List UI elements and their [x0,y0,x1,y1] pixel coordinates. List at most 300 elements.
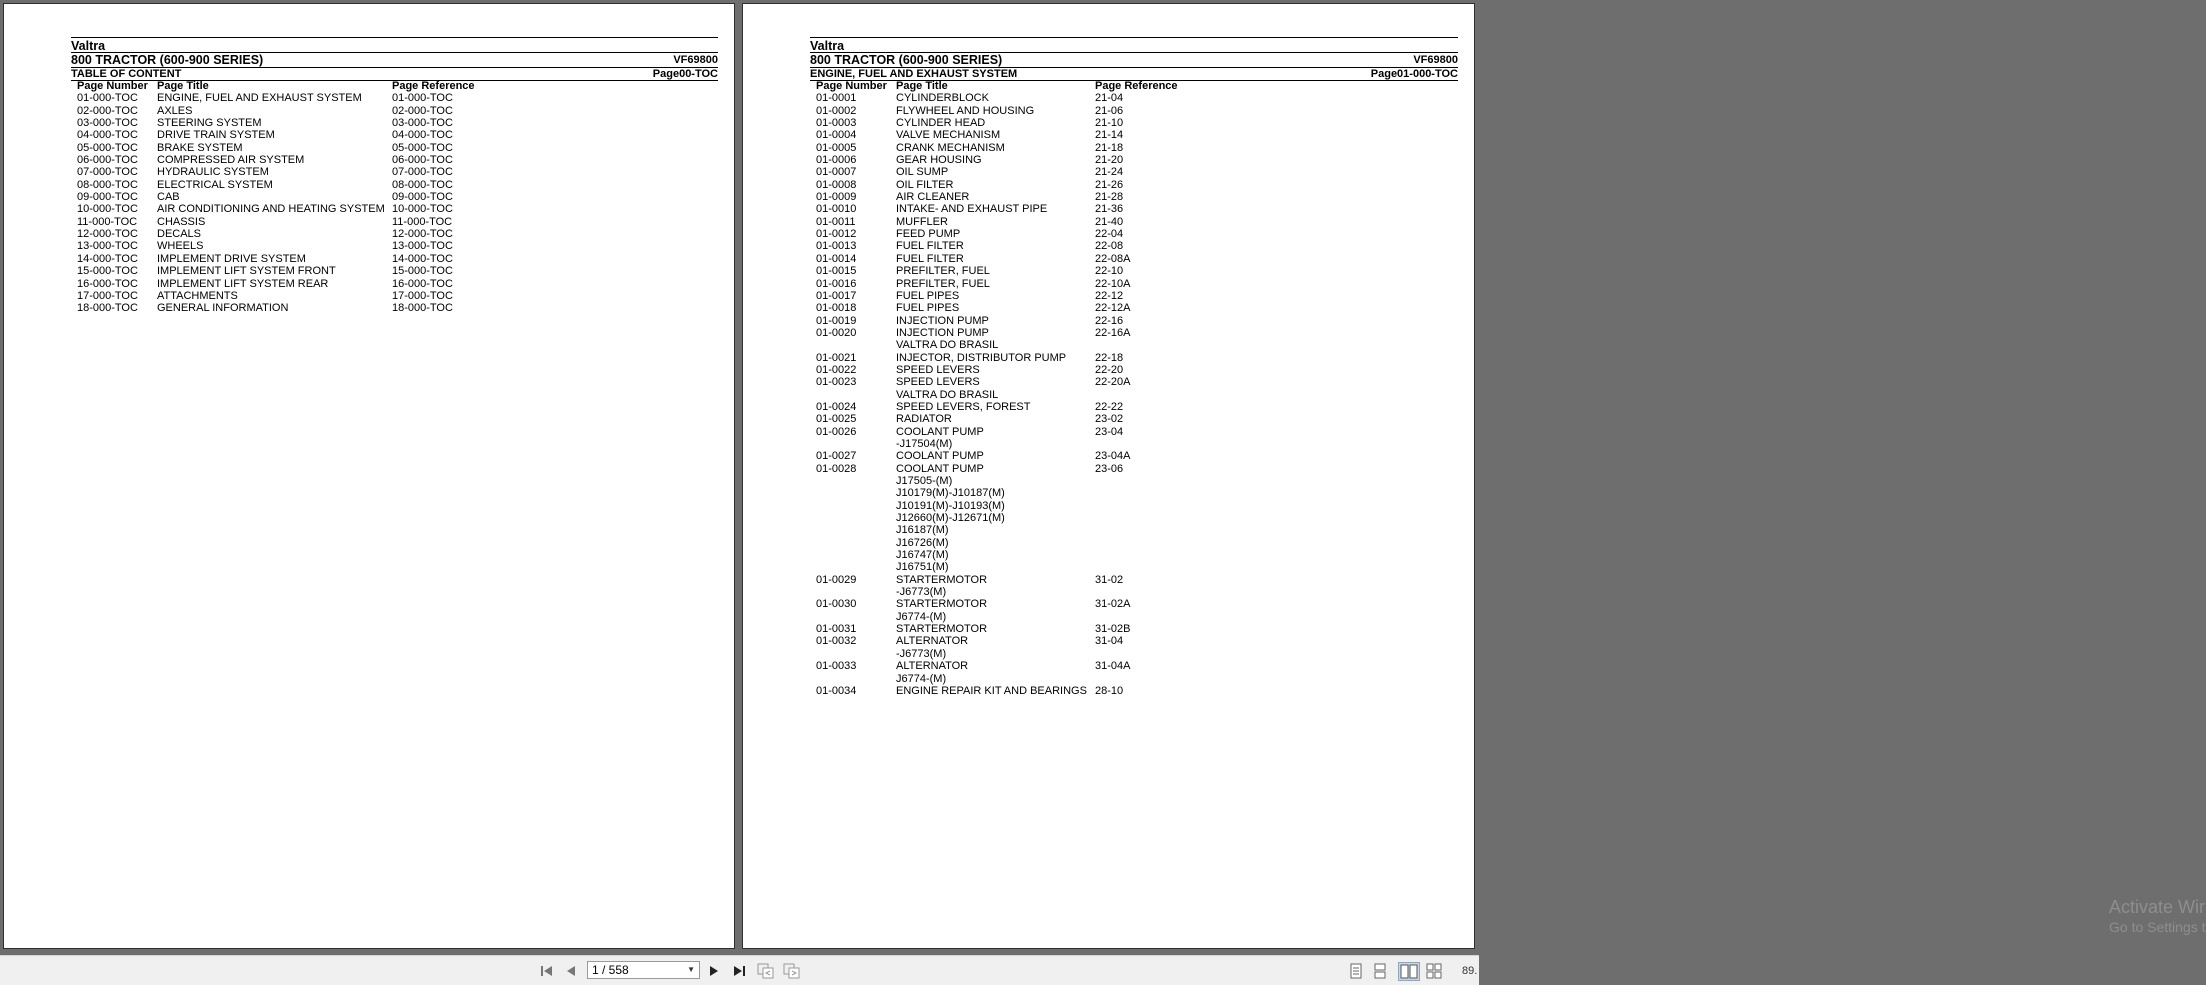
toc-page-reference: 02-000-TOC [392,104,453,117]
toc-page-number: 06-000-TOC [77,154,138,167]
toc-page-reference [1095,389,1195,401]
toc-page-title: ALTERNATOR [896,660,969,673]
page-reference: Page01-000-TOC [1370,68,1458,80]
toc-page-reference [1095,339,1195,351]
toc-row [77,265,492,277]
toc-row [77,191,492,203]
toc-page-number: 08-000-TOC [77,178,138,191]
toc-row [816,487,1195,499]
toc-page-number: 01-0016 [816,277,857,290]
toc-page-reference [1095,500,1195,512]
toc-row [816,92,1195,104]
toc-page-reference: 10-000-TOC [392,203,453,216]
toc-row [816,278,1195,290]
toc-page-title: HYDRAULIC SYSTEM [157,166,269,179]
toc-table [77,80,492,315]
toc-row [816,240,1195,252]
toc-table [816,80,1195,697]
toc-page-reference: 16-000-TOC [392,277,453,290]
toc-page-reference: 22-16 [1095,314,1124,327]
toc-page-number: 01-0015 [816,265,857,278]
toc-row [77,203,492,215]
toc-row [816,598,1195,610]
toc-page-reference: 14-000-TOC [392,252,453,265]
toc-page-reference: 22-12 [1095,289,1124,302]
toc-page-reference: 12-000-TOC [392,228,453,241]
viewer-toolbar [0,955,1479,985]
toc-page-title: STEERING SYSTEM [157,117,262,130]
toc-page-number: 01-0019 [816,314,857,327]
windows-activation-watermark [2109,896,2206,936]
toc-page-number: 01-0010 [816,203,857,216]
toc-page-number: 01-0003 [816,117,857,130]
toc-page-reference [1095,611,1195,623]
column-header-page-title: Page Title [157,80,209,92]
toc-page-title: WHEELS [157,240,204,253]
column-header-page-reference: Page Reference [392,80,475,92]
document-page-left [3,3,735,949]
toc-page-title: FUEL FILTER [896,240,964,253]
next-page-icon[interactable] [708,964,720,978]
toc-page-reference: 22-20 [1095,363,1124,376]
toc-page-number: 01-0006 [816,154,857,167]
toc-page-title: RADIATOR [896,413,952,426]
toc-page-title: AIR CONDITIONING AND HEATING SYSTEM [157,203,385,216]
toc-page-reference: 07-000-TOC [392,166,453,179]
toc-row [816,203,1195,215]
page-number-input[interactable] [587,961,700,979]
toc-page-reference: 01-000-TOC [392,92,453,105]
continuous-view-icon[interactable] [1373,963,1387,979]
toc-page-title: CYLINDERBLOCK [896,92,989,105]
toc-page-title: SPEED LEVERS [896,363,980,376]
toc-page-title: INJECTOR, DISTRIBUTOR PUMP [896,351,1067,364]
toc-page-number [816,475,896,487]
toc-row [816,253,1195,265]
single-page-view-icon[interactable] [1349,963,1363,979]
toc-page-title: VALTRA DO BRASIL [896,339,999,352]
toc-page-reference: 13-000-TOC [392,240,453,253]
toc-page-title: VALTRA DO BRASIL [896,388,999,401]
toc-page-number: 10-000-TOC [77,203,138,216]
toc-page-title: DRIVE TRAIN SYSTEM [157,129,275,142]
toc-page-number: 01-0024 [816,400,857,413]
toc-page-reference [1095,586,1195,598]
toc-page-number [816,549,896,561]
toc-page-number: 01-0014 [816,252,857,265]
toc-page-number: 01-0009 [816,191,857,204]
toc-row [816,561,1195,573]
toc-row [816,154,1195,166]
toc-page-number: 01-0002 [816,104,857,117]
brand-name: Valtra [810,39,845,53]
toc-page-title: STARTERMOTOR [896,573,988,586]
toc-page-title: FLYWHEEL AND HOUSING [896,104,1035,117]
toc-page-title: ELECTRICAL SYSTEM [157,178,273,191]
toc-page-number: 14-000-TOC [77,252,138,265]
toc-page-title: INTAKE- AND EXHAUST PIPE [896,203,1048,216]
toc-page-number: 02-000-TOC [77,104,138,117]
toc-page-number [816,512,896,524]
toc-page-title: STARTERMOTOR [896,623,988,636]
toc-row [816,216,1195,228]
toc-page-reference [1095,475,1195,487]
toc-row [816,166,1195,178]
toc-row [816,129,1195,141]
toc-page-reference: 09-000-TOC [392,191,453,204]
toc-row [77,253,492,265]
document-title: 800 TRACTOR (600-900 SERIES) [71,53,264,67]
toc-row [816,685,1195,697]
toc-page-title: AXLES [157,104,193,117]
toc-header-row [77,80,492,92]
toc-page-number: 04-000-TOC [77,129,138,142]
toc-page-reference: 04-000-TOC [392,129,453,142]
toc-page-number: 01-0021 [816,351,857,364]
toc-page-title: GENERAL INFORMATION [157,302,289,315]
watermark-title: Activate Wir [2109,897,2206,917]
toc-page-number: 17-000-TOC [77,289,138,302]
toc-row [816,611,1195,623]
toc-row [816,315,1195,327]
toc-page-title: IMPLEMENT LIFT SYSTEM REAR [157,277,329,290]
toc-row [816,339,1195,351]
toc-page-number: 01-0026 [816,425,857,438]
toc-page-number [816,648,896,660]
toc-page-reference: 31-04 [1095,635,1124,648]
toc-page-title: J16747(M) [896,549,949,562]
toc-page-number [816,500,896,512]
toc-row [816,450,1195,462]
toc-page-title: COOLANT PUMP [896,425,984,438]
toc-page-title: SPEED LEVERS [896,376,980,389]
toc-row [77,290,492,302]
toc-page-reference: 21-04 [1095,92,1124,105]
toc-page-number [816,561,896,573]
toc-page-reference: 03-000-TOC [392,117,453,130]
toc-row [816,635,1195,647]
toc-page-reference: 22-12A [1095,302,1131,315]
toc-page-reference: 22-10 [1095,265,1124,278]
toc-row [77,166,492,178]
toc-page-number: 01-0030 [816,598,857,611]
toc-page-title: -J6773(M) [896,647,947,660]
toc-page-number: 18-000-TOC [77,302,138,315]
toc-page-number [816,611,896,623]
toc-page-reference: 21-14 [1095,129,1124,142]
toc-row [816,228,1195,240]
toc-page-number: 01-0018 [816,302,857,315]
toc-page-number [816,524,896,536]
toc-page-reference: 08-000-TOC [392,178,453,191]
column-header-page-number: Page Number [816,80,887,92]
toc-page-reference: 28-10 [1095,684,1124,697]
toc-page-number: 01-000-TOC [77,92,138,105]
toc-page-title: J6774-(M) [896,610,947,623]
toc-page-reference: 15-000-TOC [392,265,453,278]
toc-row [816,574,1195,586]
toc-page-reference [1095,438,1195,450]
toc-page-number: 12-000-TOC [77,228,138,241]
section-title: TABLE OF CONTENT [71,68,182,80]
toc-row [77,228,492,240]
toc-row [77,129,492,141]
toc-row [816,105,1195,117]
toc-page-number: 01-0022 [816,363,857,376]
toc-row [77,240,492,252]
toc-page-number: 01-0034 [816,684,857,697]
toc-row [77,142,492,154]
toc-page-reference [1095,537,1195,549]
toc-page-reference: 23-02 [1095,413,1124,426]
toc-page-title: J12660(M)-J12671(M) [896,512,1005,525]
document-code: VF69800 [1413,54,1458,66]
toc-row [816,413,1195,425]
column-header-page-title: Page Title [896,80,948,92]
column-header-page-number: Page Number [77,80,148,92]
toc-page-title: J16187(M) [896,524,949,537]
toc-page-reference: 21-20 [1095,154,1124,167]
toc-row [77,216,492,228]
toc-row [816,426,1195,438]
toc-row [816,265,1195,277]
toc-page-reference: 22-04 [1095,228,1124,241]
toc-page-title: J17505-(M) [896,475,953,487]
toc-row [816,475,1195,487]
toc-page-title: INJECTION PUMP [896,326,989,339]
toc-page-number: 15-000-TOC [77,265,138,278]
toc-page-reference: 21-26 [1095,178,1124,191]
toc-page-number: 01-0028 [816,462,857,475]
section-title: ENGINE, FUEL AND EXHAUST SYSTEM [810,68,1018,80]
toc-page-number [816,586,896,598]
toc-page-title: IMPLEMENT LIFT SYSTEM FRONT [157,265,336,278]
first-page-icon[interactable] [540,964,554,978]
toc-page-number [816,339,896,351]
toc-page-title: BRAKE SYSTEM [157,141,243,154]
toc-page-number: 16-000-TOC [77,277,138,290]
toc-page-number: 01-0032 [816,635,857,648]
toc-row [816,364,1195,376]
toc-page-reference: 23-06 [1095,462,1124,475]
toc-row [816,549,1195,561]
go-forward-view-icon[interactable] [783,963,801,979]
toc-page-number: 01-0007 [816,166,857,179]
toc-page-title: DECALS [157,228,202,241]
toc-row [816,191,1195,203]
toc-page-title: CYLINDER HEAD [896,117,986,130]
column-header-page-reference: Page Reference [1095,80,1178,92]
toc-page-reference: 21-18 [1095,141,1124,154]
toc-page-title: ENGINE REPAIR KIT AND BEARINGS [896,684,1087,697]
toc-page-number: 01-0033 [816,660,857,673]
toc-row [816,438,1195,450]
toc-page-title: IMPLEMENT DRIVE SYSTEM [157,252,306,265]
toc-row [77,105,492,117]
brand-name: Valtra [71,39,106,53]
toc-page-title: OIL FILTER [896,178,954,191]
toc-page-number: 03-000-TOC [77,117,138,130]
toc-page-title: AIR CLEANER [896,191,970,204]
document-title: 800 TRACTOR (600-900 SERIES) [810,53,1003,67]
toc-page-reference: 21-40 [1095,215,1124,228]
toc-page-number: 01-0020 [816,326,857,339]
toc-row [816,512,1195,524]
toc-page-number [816,438,896,450]
toc-page-number: 01-0025 [816,413,857,426]
toc-page-number [816,389,896,401]
toc-page-number: 01-0023 [816,376,857,389]
toc-page-reference: 11-000-TOC [392,215,453,228]
toc-page-title: J6774-(M) [896,672,947,685]
toc-row [77,117,492,129]
last-page-icon[interactable] [732,964,746,978]
toc-page-title: CAB [157,191,180,204]
toc-page-title: PREFILTER, FUEL [896,277,990,290]
toc-row [816,500,1195,512]
toc-row [816,142,1195,154]
toc-page-title: ALTERNATOR [896,635,969,648]
page-header [71,37,718,81]
page-reference: Page00-TOC [652,68,718,80]
toc-page-reference: 22-20A [1095,376,1131,389]
toc-page-reference: 22-16A [1095,326,1131,339]
toc-page-title: J10179(M)-J10187(M) [896,487,1005,500]
toc-page-number: 01-0011 [816,215,856,228]
toc-page-reference: 06-000-TOC [392,154,453,167]
toc-page-reference: 21-06 [1095,104,1124,117]
toc-page-number: 01-0004 [816,129,857,142]
previous-page-icon[interactable] [565,964,577,978]
toc-page-title: FUEL FILTER [896,252,964,265]
toc-page-title: GEAR HOUSING [896,154,982,167]
toc-row [77,302,492,314]
toc-page-number: 11-000-TOC [77,215,138,228]
toc-page-title: J16726(M) [896,536,949,549]
toc-page-reference [1095,524,1195,536]
toc-page-reference [1095,487,1195,499]
toc-row [816,290,1195,302]
toc-page-number: 09-000-TOC [77,191,138,204]
toc-page-reference: 23-04A [1095,450,1131,463]
toc-header-row [816,80,1195,92]
toc-page-number: 01-0001 [816,92,857,105]
toc-row [816,389,1195,401]
toc-page-reference: 31-02A [1095,598,1131,611]
toc-page-title: -J17504(M) [896,437,953,450]
toc-page-number: 01-0005 [816,141,857,154]
toc-page-reference [1095,549,1195,561]
toc-row [77,154,492,166]
toc-page-reference: 21-36 [1095,203,1124,216]
toc-page-reference: 22-08A [1095,252,1131,265]
toc-page-number: 01-0031 [816,623,857,636]
toc-row [816,586,1195,598]
toc-page-reference: 21-10 [1095,117,1124,130]
toc-page-number: 01-0017 [816,289,857,302]
toc-page-title: INJECTION PUMP [896,314,989,327]
toc-page-title: ATTACHMENTS [157,289,238,302]
toc-page-reference: 05-000-TOC [392,141,453,154]
toc-page-title: OIL SUMP [896,166,949,179]
toc-page-title: ENGINE, FUEL AND EXHAUST SYSTEM [157,92,362,105]
document-code: VF69800 [673,54,718,66]
two-page-continuous-view-icon[interactable] [1426,963,1442,979]
toc-page-number: 07-000-TOC [77,166,138,179]
toc-page-title: FUEL PIPES [896,289,960,302]
toc-row [77,179,492,191]
toc-row [816,537,1195,549]
toc-page-reference [1095,512,1195,524]
toc-page-reference: 31-02 [1095,573,1124,586]
toc-page-number [816,487,896,499]
toc-page-reference [1095,673,1195,685]
document-page-right [742,3,2206,949]
page-header [810,37,1458,81]
toc-row [816,648,1195,660]
toc-page-reference: 31-04A [1095,660,1131,673]
zoom-level[interactable]: 89. [1462,965,1478,977]
toc-page-reference: 22-10A [1095,277,1131,290]
toc-row [816,376,1195,388]
toc-row [816,401,1195,413]
toc-page-title: SPEED LEVERS, FOREST [896,400,1031,413]
toc-row [77,278,492,290]
toc-row [77,92,492,104]
toc-row [816,179,1195,191]
toc-row [816,660,1195,672]
toc-page-reference: 22-18 [1095,351,1124,364]
toc-page-title: CRANK MECHANISM [896,141,1005,154]
toc-page-title: -J6773(M) [896,586,947,599]
toc-page-reference [1095,648,1195,660]
toc-page-number: 01-0029 [816,573,857,586]
toc-page-reference: 21-28 [1095,191,1124,204]
toc-page-number: 01-0027 [816,450,857,463]
toc-page-title: PREFILTER, FUEL [896,265,990,278]
toc-row [816,302,1195,314]
toc-page-number: 13-000-TOC [77,240,138,253]
toc-page-reference: 18-000-TOC [392,302,453,315]
toc-page-reference: 22-08 [1095,240,1124,253]
page-dropdown-caret-icon[interactable]: ▼ [687,965,695,974]
toc-page-reference: 23-04 [1095,425,1124,438]
toc-page-title: COOLANT PUMP [896,462,984,475]
toc-row [816,352,1195,364]
toc-row [816,327,1195,339]
toc-row [816,673,1195,685]
toc-page-number: 01-0012 [816,228,857,241]
toc-page-title: FUEL PIPES [896,302,960,315]
toc-page-reference: 31-02B [1095,623,1131,636]
toc-page-number [816,673,896,685]
watermark-subtitle: Go to Settings t [2109,919,2206,935]
toc-page-reference: 21-24 [1095,166,1124,179]
toc-page-number: 01-0008 [816,178,857,191]
toc-row [816,623,1195,635]
toc-page-title: COMPRESSED AIR SYSTEM [157,154,305,167]
two-page-view-icon[interactable] [1398,962,1420,981]
toc-page-title: VALVE MECHANISM [896,129,1001,142]
page-number-text: 1 / 558 [592,963,629,977]
toc-page-number: 01-0013 [816,240,857,253]
toc-page-title: MUFFLER [896,215,948,228]
toc-page-title: J10191(M)-J10193(M) [896,499,1005,512]
toc-row [816,117,1195,129]
toc-page-title: COOLANT PUMP [896,450,984,463]
go-back-view-icon[interactable] [757,963,775,979]
toc-page-number: 05-000-TOC [77,141,138,154]
